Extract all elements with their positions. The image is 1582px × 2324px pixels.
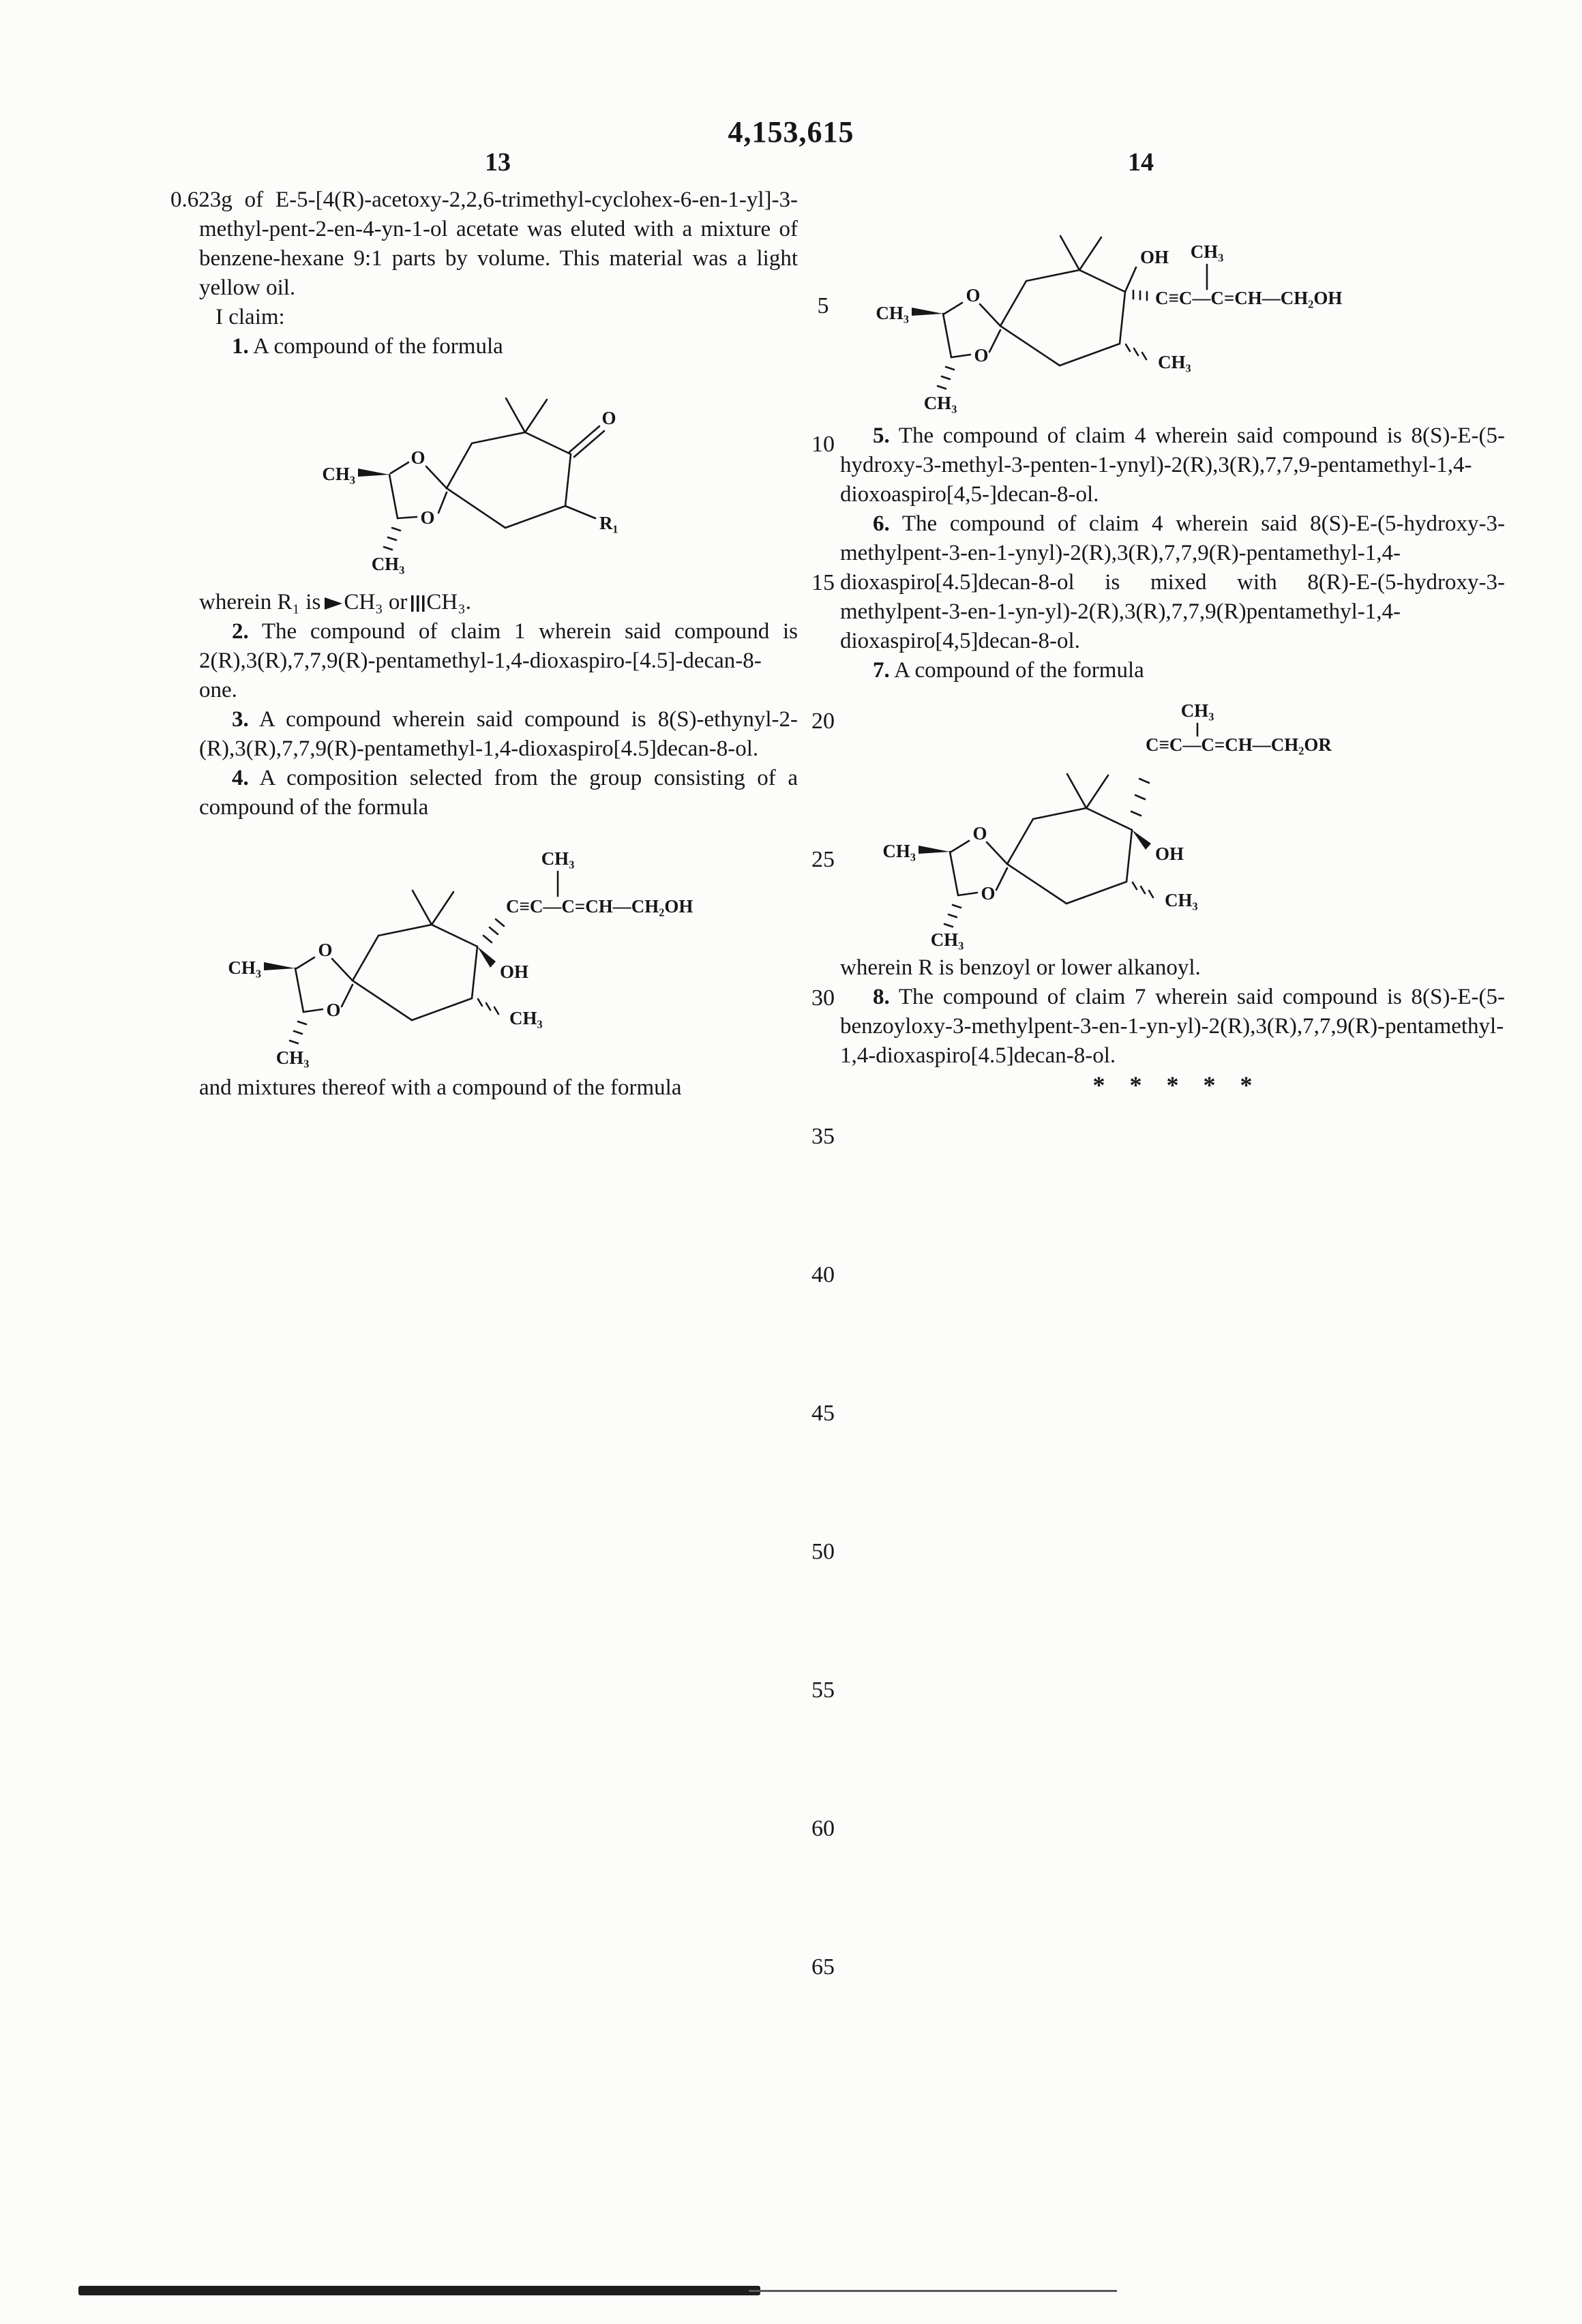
atom-label-ch3-bottom: CH₃ [371, 554, 405, 574]
atom-label-o-top: O [411, 447, 426, 468]
claim-1 [199, 332, 798, 361]
intro-paragraph: 0.623g of E-5-[4(R)-acetoxy-2,2,6-trimethyl-cyclohex-6-en-1-yl]-3-methyl-pent-2-en-4-yn-1-ol acetate was eluted with a mixture of benzene-hexane 9:1 parts by volume. This material was a light yellow oil. [170, 188, 798, 300]
left-column [170, 185, 798, 1103]
claim-number: 8. [873, 985, 890, 1009]
patent-number: 4,153,615 [728, 115, 854, 149]
wherein-r1-ch3-hash: CH₃. [426, 590, 472, 614]
formula-claim7 [867, 695, 1392, 951]
line-number-20: 20 [811, 709, 835, 734]
chain-methyl-label: CH₃ [1180, 700, 1214, 721]
line-number-50: 50 [811, 1539, 835, 1564]
hash-bond-icon [411, 595, 426, 612]
claim-number: 1. [232, 334, 249, 359]
chain-label: C≡C—C=CH—CH₂OH [506, 896, 693, 917]
wherein-r1-ch3-wedge: CH₃ [344, 590, 383, 614]
chain-methyl-label: CH₃ [1190, 241, 1224, 262]
claim-number: 7. [873, 658, 890, 683]
right-column [840, 185, 1505, 1100]
wherein-r1-or: or [388, 590, 408, 614]
claim-8 [840, 983, 1505, 1071]
line-number-35: 35 [811, 1124, 835, 1149]
atom-label-o-top: O [972, 823, 987, 844]
wedge-bond-icon [325, 597, 342, 610]
wherein-r1-lead: wherein R₁ is [199, 590, 321, 614]
claim-text: The compound of claim 7 wherein said compound is 8(S)-E-(5-benzoyloxy-3-methylpent-3-en-1-yn-yl)-2(R),3(R),7,7,9(R)-pentamethyl-1,4-dioxaspiro[4.5]decan-8-ol. [840, 985, 1505, 1068]
claim-number: 6. [873, 511, 890, 536]
line-number-40: 40 [811, 1262, 835, 1287]
chain-methyl-label: CH₃ [541, 848, 575, 869]
end-asterisks: * * * * * [1092, 1071, 1253, 1099]
line-number-60: 60 [811, 1816, 835, 1841]
wedge-bond [919, 846, 950, 854]
chain-label: C≡C—C=CH—CH₂OH [1155, 288, 1343, 308]
atom-label-o-bottom: O [420, 507, 435, 528]
i-claim-heading: I claim: [215, 305, 285, 329]
claim-text: A compound wherein said compound is 8(S)-ethynyl-2-(R),3(R),7,7,9(R)-pentamethyl-1,4-dioxaspiro[4.5]decan-8-ol. [199, 707, 798, 761]
claim-number: 3. [232, 707, 249, 732]
atom-label-oh: OH [1155, 844, 1184, 864]
claim-text: The compound of claim 1 wherein said compound is 2(R),3(R),7,7,9(R)-pentamethyl-1,4-dioxaspiro-[4.5]-decan-8-one. [199, 619, 798, 702]
page-number-right: 14 [1128, 148, 1154, 177]
atom-label-o-bottom: O [974, 345, 989, 366]
line-number-10: 10 [811, 432, 835, 457]
formula1-bonds [384, 398, 604, 550]
wedge-bond [358, 468, 389, 477]
oh-wedge-bond [477, 947, 496, 968]
wherein-r1-line [199, 588, 798, 617]
atom-label-oh: OH [1140, 247, 1169, 267]
atom-label-ch3-bottom: CH₃ [930, 929, 964, 950]
line-number-5: 5 [817, 293, 829, 318]
scan-artifact-line [749, 2290, 1117, 2292]
wedge-bond [264, 962, 295, 970]
line-number-45: 45 [811, 1401, 835, 1426]
atom-label-ketone-o: O [601, 408, 616, 428]
claim-text: A composition selected from the group consisting of a compound of the formula [199, 766, 798, 820]
atom-label-ch3-left: CH₃ [228, 957, 261, 978]
line-number-25: 25 [811, 847, 835, 872]
formula-claim4-first [230, 832, 707, 1071]
atom-label-o-top: O [966, 285, 981, 306]
claim-7 [840, 656, 1505, 685]
mixtures-line: and mixtures thereof with a compound of the formula [199, 1075, 682, 1100]
atom-label-ch3-left: CH₃ [876, 303, 909, 323]
atom-label-ch3-left: CH₃ [322, 464, 355, 484]
atom-label-r1: R₁ [599, 513, 618, 533]
line-number-15: 15 [811, 570, 835, 595]
formula-claim1 [322, 372, 653, 584]
line-number-30: 30 [811, 985, 835, 1011]
atom-label-ch3-left: CH₃ [882, 841, 916, 861]
claim-text: A compound of the formula [889, 658, 1144, 683]
claim-number: 2. [232, 619, 249, 644]
oh-wedge-bond [1132, 830, 1151, 850]
claim-4 [199, 764, 798, 822]
claim-text: A compound of the formula [248, 334, 503, 359]
line-number-55: 55 [811, 1678, 835, 1703]
atom-label-oh: OH [500, 962, 529, 982]
atom-label-ring-ch3: CH₃ [1158, 352, 1191, 372]
chain-label: C≡C—C=CH—CH₂OR [1146, 734, 1332, 755]
atom-label-ch3-bottom: CH₃ [923, 393, 957, 413]
atom-label-ring-ch3: CH₃ [509, 1008, 543, 1028]
atom-label-ch3-bottom: CH₃ [275, 1047, 310, 1068]
formula-claim4-second [861, 195, 1386, 415]
claim-text: The compound of claim 4 wherein said 8(S)-E-(5-hydroxy-3-methylpent-3-en-1-ynyl)-2(R),3(R),7,7,9(R)-pentamethyl-1,4-dioxaspiro[4.5]decan-8-ol is mixed with 8(R)-E-(5-hydroxy-3-methylpent-3-en-1-yn-yl)-2(R),3(R),7,7,9(R)pentamethyl-1,4-dioxaspiro[4,5]decan-8-ol. [840, 511, 1505, 653]
atom-label-o-bottom: O [326, 1000, 341, 1020]
scan-artifact-bar [78, 2286, 760, 2295]
atom-label-ring-ch3: CH₃ [1165, 890, 1198, 910]
wedge-bond [912, 308, 943, 316]
claim-6 [840, 509, 1505, 656]
claim-3 [199, 705, 798, 764]
claim-number: 4. [232, 766, 249, 790]
claim-5 [840, 421, 1505, 509]
wherein-r-line: wherein R is benzoyl or lower alkanoyl. [840, 955, 1201, 980]
claim-2 [199, 617, 798, 705]
atom-label-o-top: O [318, 940, 333, 960]
claim-number: 5. [873, 423, 890, 448]
atom-label-o-bottom: O [981, 883, 996, 904]
claim-text: The compound of claim 4 wherein said compound is 8(S)-E-(5-hydroxy-3-methyl-3-penten-1-ynyl)-2(R),3(R),7,7,9-pentamethyl-1,4-dioxoaspiro[4,5-]decan-8-ol. [840, 423, 1505, 507]
line-number-65: 65 [811, 1954, 835, 1980]
page-number-left: 13 [485, 148, 511, 177]
